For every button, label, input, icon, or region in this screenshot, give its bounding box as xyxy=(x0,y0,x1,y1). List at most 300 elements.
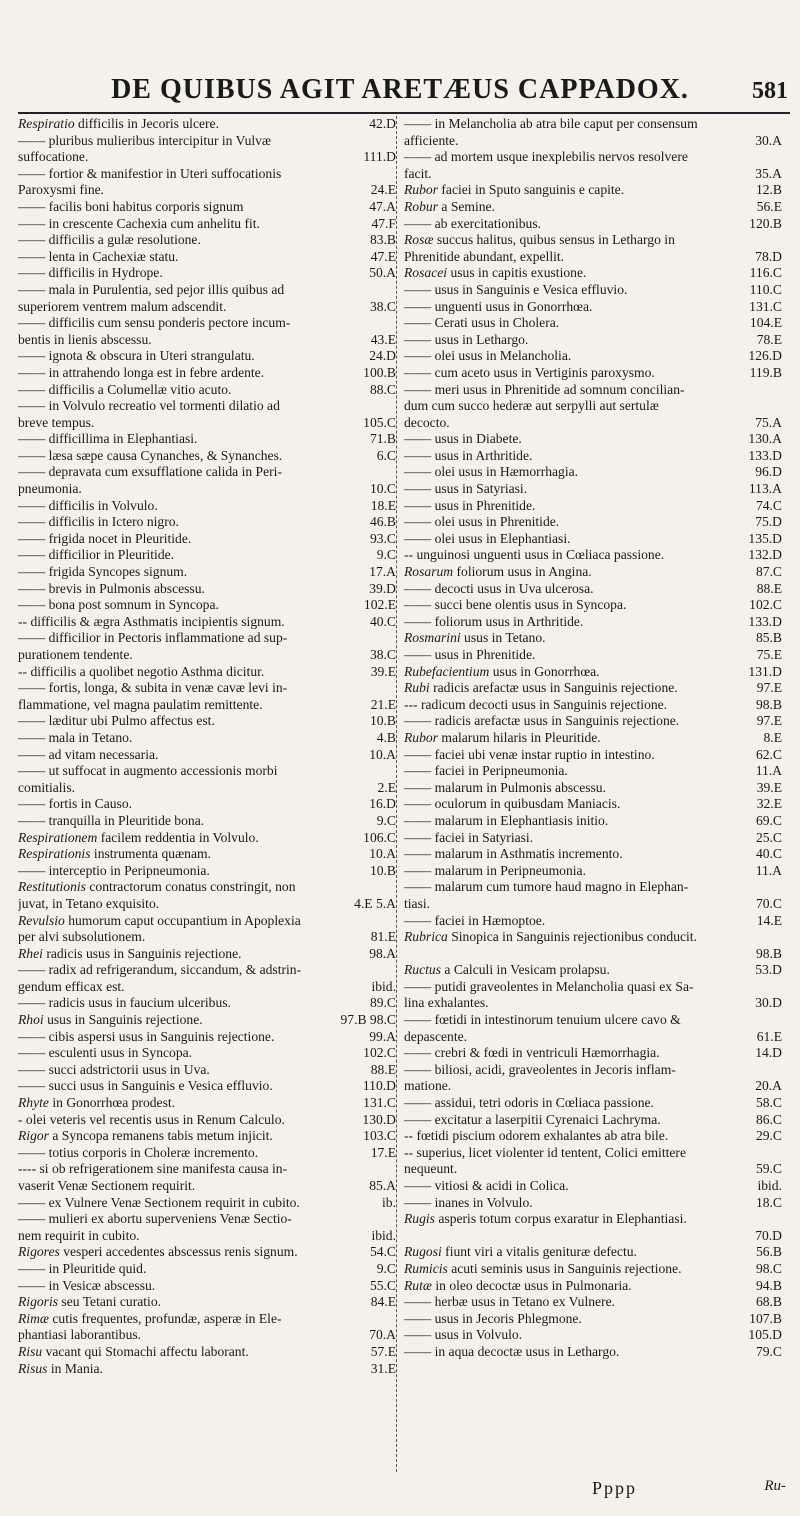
entry-text: Rigor a Syncopa remanens tabis metum injicit. xyxy=(18,1128,273,1144)
entry-text: --- radicum decocti usus in Sanguinis rejectione. xyxy=(404,696,668,712)
entry-text: —— difficilis a gulæ resolutione. xyxy=(18,232,201,248)
index-entry xyxy=(404,747,782,764)
index-entry xyxy=(18,365,396,382)
entry-text: —— faciei in Hæmoptoe. xyxy=(404,912,546,928)
entry-text: —— assidui, tetri odoris in Cœliaca passione. xyxy=(404,1095,654,1111)
index-entry xyxy=(404,514,782,531)
index-entry xyxy=(18,614,396,631)
entry-text: Rumicis acuti seminis usus in Sanguinis rejectione. xyxy=(404,1260,682,1276)
entry-reference: 11.A xyxy=(755,862,782,878)
entry-text: —— foliorum usus in Arthritide. xyxy=(404,613,584,629)
entry-text: Phrenitide abundant, expellit. xyxy=(404,248,565,264)
entry-reference: 97.E xyxy=(756,680,782,696)
index-entry xyxy=(404,1261,782,1278)
entry-reference: 40.C xyxy=(755,846,782,862)
entry-text: —— crebri & fœdi in ventriculi Hæmorrhagia. xyxy=(404,1045,660,1061)
index-entry xyxy=(18,962,396,979)
entry-reference xyxy=(779,1145,782,1162)
entry-reference: 98.C xyxy=(755,1260,782,1276)
entry-text xyxy=(404,1228,752,1245)
headword: Rosarum xyxy=(404,564,454,580)
headword: Ructus xyxy=(404,962,441,978)
entry-text: —— decocti usus in Uva ulcerosa. xyxy=(404,580,594,596)
entry-reference xyxy=(779,398,782,415)
entry-reference: 126.D xyxy=(748,348,782,364)
index-entry xyxy=(18,664,396,681)
headword: Robur xyxy=(404,198,438,214)
entry-text: —— usus in Satyriasi. xyxy=(404,481,528,497)
headword: Rhyte xyxy=(18,1095,49,1111)
entry-text: —— mala in Tetano. xyxy=(18,729,133,745)
entry-text: lina exhalantes. xyxy=(404,995,489,1011)
entry-text: —— vitiosi & acidi in Colica. xyxy=(404,1178,569,1193)
entry-reference: 59.C xyxy=(755,1161,782,1177)
entry-reference: 131.C xyxy=(749,298,782,314)
entry-text: —— olei usus in Elephantiasi. xyxy=(404,530,571,546)
entry-reference: 135.D xyxy=(748,530,782,546)
index-entry xyxy=(404,1128,782,1145)
entry-reference: 99.A xyxy=(369,1028,396,1044)
entry-reference: 2.E xyxy=(377,779,396,795)
index-entry xyxy=(18,481,396,498)
entry-text: —— usus in Phrenitide. xyxy=(404,497,536,513)
index-entry xyxy=(18,133,396,150)
entry-text: —— ignota & obscura in Uteri strangulatu. xyxy=(18,348,255,364)
entry-text: —— difficilis a Columellæ vitio acuto. xyxy=(18,381,232,397)
entry-text: -- difficilis a quolibet negotio Asthma dicitur. xyxy=(18,663,265,679)
entry-reference: 119.B xyxy=(749,364,782,380)
entry-reference: 17.E xyxy=(370,1144,396,1160)
index-entry xyxy=(404,614,782,631)
entry-text: Rosacei usus in capitis exustione. xyxy=(404,265,587,281)
entry-text: —— in Volvulo recreatio vel tormenti dilatio ad xyxy=(18,398,280,414)
index-entry xyxy=(18,1344,396,1361)
index-entry xyxy=(404,481,782,498)
entry-reference: 111.D xyxy=(363,149,396,165)
entry-text: —— usus in Sanguinis e Vesica effluvio. xyxy=(404,281,628,297)
entry-reference: 8.E xyxy=(763,729,782,745)
entry-text: comitialis. xyxy=(18,779,76,795)
entry-text: —— difficilis in Hydrope. xyxy=(18,265,163,281)
index-entry xyxy=(404,282,782,299)
index-entry xyxy=(18,1195,396,1212)
index-entry xyxy=(404,813,782,830)
entry-reference: 14.E xyxy=(756,912,782,928)
index-entry xyxy=(404,581,782,598)
index-entry xyxy=(404,597,782,614)
index-entry xyxy=(404,896,782,913)
entry-reference: 35.A xyxy=(755,165,782,181)
entry-reference: 75.A xyxy=(755,414,782,430)
entry-reference: 11.A xyxy=(755,763,782,779)
entry-reference: 75.E xyxy=(756,647,782,662)
entry-text: Robur a Semine. xyxy=(404,198,495,214)
index-entry xyxy=(404,1228,782,1245)
entry-reference: 10.C xyxy=(369,481,396,497)
entry-text: Risu vacant qui Stomachi affectu laborant. xyxy=(18,1343,249,1359)
entry-reference: 74.C xyxy=(755,497,782,513)
index-entry xyxy=(404,713,782,730)
entry-text: Rhoi usus in Sanguinis rejectione. xyxy=(18,1012,203,1028)
index-entry xyxy=(18,348,396,365)
entry-text: —— succi bene olentis usus in Syncopa. xyxy=(404,597,627,613)
entry-reference: 9.C xyxy=(376,1260,396,1276)
entry-text xyxy=(404,946,753,963)
page-number: 581 xyxy=(752,78,788,104)
index-entry xyxy=(18,913,396,930)
entry-reference: 61.E xyxy=(756,1028,782,1044)
headword: Rutæ xyxy=(404,1277,432,1293)
entry-text: Respiratio difficilis in Jecoris ulcere. xyxy=(18,116,219,131)
index-entry xyxy=(404,1161,782,1178)
page-footer xyxy=(0,1478,800,1508)
index-entry xyxy=(18,929,396,946)
entry-reference: 18.C xyxy=(755,1194,782,1210)
entry-reference: 116.C xyxy=(749,265,782,281)
entry-reference: 100.B xyxy=(363,364,396,380)
entry-text: decocto. xyxy=(404,414,450,430)
headword: Rhoi xyxy=(18,1012,44,1028)
entry-reference: 16.D xyxy=(369,796,396,812)
headword: Rigoris xyxy=(18,1294,59,1310)
entry-text: —— olei usus in Phrenitide. xyxy=(404,514,560,530)
index-entry xyxy=(18,1145,396,1162)
index-entry xyxy=(18,713,396,730)
index-entry xyxy=(18,1327,396,1344)
entry-text: —— mulieri ex abortu superveniens Venæ Sectio- xyxy=(18,1211,292,1227)
headword: Rosmarini xyxy=(404,630,461,646)
index-entry xyxy=(18,1128,396,1145)
index-entry xyxy=(18,680,396,697)
index-entry xyxy=(18,630,396,647)
index-entry xyxy=(404,199,782,216)
index-entry xyxy=(404,1045,782,1062)
entry-reference: 97.E xyxy=(756,713,782,729)
entry-reference: 56.E xyxy=(756,198,782,214)
entry-text: Revulsio humorum caput occupantium in Apoplexia xyxy=(18,912,301,928)
entry-text: afficiente. xyxy=(404,132,459,148)
entry-text: Paroxysmi fine. xyxy=(18,182,105,198)
index-entry xyxy=(404,365,782,382)
index-entry xyxy=(18,879,396,896)
entry-reference: 53.D xyxy=(755,962,782,978)
headword: Rigores xyxy=(18,1244,60,1260)
index-entry xyxy=(18,199,396,216)
index-entry xyxy=(404,680,782,697)
entry-reference xyxy=(779,1062,782,1079)
entry-reference: 62.C xyxy=(755,746,782,762)
entry-text: —— inanes in Volvulo. xyxy=(404,1194,533,1210)
entry-text: —— fœtidi in intestinorum tenuium ulcere cavo & xyxy=(404,1012,681,1028)
entry-text: breve tempus. xyxy=(18,414,95,430)
index-entry xyxy=(18,846,396,863)
entry-text: —— olei usus in Hæmorrhagia. xyxy=(404,464,579,480)
entry-text: -- fœtidi piscium odorem exhalantes ab atra bile. xyxy=(404,1128,669,1144)
index-entry xyxy=(404,398,782,415)
index-entry xyxy=(404,1012,782,1029)
entry-text: —— faciei ubi venæ instar ruptio in intestino. xyxy=(404,746,655,762)
index-entry xyxy=(18,232,396,249)
entry-reference: 38.C xyxy=(369,647,396,662)
entry-reference: 58.C xyxy=(755,1095,782,1111)
index-entry xyxy=(18,1045,396,1062)
entry-text: Rosmarini usus in Tetano. xyxy=(404,630,546,646)
entry-text: —— mala in Purulentia, sed pejor illis quibus ad xyxy=(18,281,285,297)
entry-text: flammatione, vel magna paulatim remittente. xyxy=(18,696,263,712)
entry-text: —— lenta in Cachexiæ statu. xyxy=(18,248,179,264)
index-entry xyxy=(18,1261,396,1278)
entry-text: —— tranquilla in Pleuritide bona. xyxy=(18,812,205,828)
headword: Risu xyxy=(18,1343,43,1359)
entry-reference: 9.C xyxy=(376,547,396,563)
index-entry xyxy=(404,1211,782,1228)
entry-reference: 85.A xyxy=(369,1178,396,1193)
entry-text: —— bona post somnum in Syncopa. xyxy=(18,597,219,613)
entry-text: —— in attrahendo longa est in febre ardente. xyxy=(18,364,265,380)
entry-reference: 93.C xyxy=(369,530,396,546)
index-entry xyxy=(404,348,782,365)
entry-text: Respirationis instrumenta quænam. xyxy=(18,846,211,862)
entry-reference: 12.B xyxy=(755,182,782,198)
index-entry xyxy=(18,282,396,299)
index-entry xyxy=(18,514,396,531)
entry-reference: 113.A xyxy=(748,481,782,497)
index-entry xyxy=(18,1095,396,1112)
entry-text: matione. xyxy=(404,1078,452,1094)
index-entry xyxy=(18,1012,396,1029)
entry-reference xyxy=(779,979,782,996)
entry-reference: ibid. xyxy=(757,1178,782,1193)
entry-reference: 20.A xyxy=(755,1078,782,1094)
entry-reference xyxy=(779,1211,782,1228)
index-entry xyxy=(404,1062,782,1079)
headword: Rosæ xyxy=(404,232,434,248)
entry-text: —— ex Vulnere Venæ Sectionem requirit in cubito. xyxy=(18,1194,300,1210)
entry-text: Rosæ succus halitus, quibus sensus in Lethargo in xyxy=(404,232,675,248)
headword: Rubor xyxy=(404,729,438,745)
left-column xyxy=(18,116,396,1377)
entry-text: —— fortior & manifestior in Uteri suffocationis xyxy=(18,165,282,181)
entry-reference: 56.B xyxy=(755,1244,782,1260)
entry-text: —— ad vitam necessaria. xyxy=(18,746,159,762)
entry-text: Rigoris seu Tetani curatio. xyxy=(18,1294,162,1310)
entry-text: —— meri usus in Phrenitide ad somnum concilian- xyxy=(404,381,685,397)
entry-reference: ib. xyxy=(382,1194,396,1210)
index-entry xyxy=(404,182,782,199)
headword: Respirationis xyxy=(18,846,91,862)
headword: Respiratio xyxy=(18,116,75,131)
index-entry xyxy=(18,431,396,448)
index-entry xyxy=(18,1062,396,1079)
entry-reference xyxy=(779,382,782,399)
index-entry xyxy=(404,830,782,847)
entry-text: —— unguenti usus in Gonorrhœa. xyxy=(404,298,593,314)
entry-reference: 57.E xyxy=(370,1343,396,1359)
entry-reference: 88.C xyxy=(369,381,396,397)
index-entry xyxy=(18,946,396,963)
entry-text: —— in Pleuritide quid. xyxy=(18,1260,147,1276)
entry-text: —— ad mortem usque inexplebilis nervos resolvere xyxy=(404,149,688,165)
entry-reference xyxy=(779,149,782,166)
entry-text: —— esculenti usus in Syncopa. xyxy=(18,1045,193,1061)
entry-reference: 110.D xyxy=(362,1078,396,1094)
entry-reference: 105.D xyxy=(748,1327,782,1343)
entry-reference: 133.D xyxy=(748,447,782,463)
index-entry xyxy=(404,149,782,166)
index-entry xyxy=(18,149,396,166)
index-entry xyxy=(18,780,396,797)
entry-text: Rutæ in oleo decoctæ usus in Pulmonaria. xyxy=(404,1277,632,1293)
entry-reference: 6.C xyxy=(376,447,396,463)
index-entry xyxy=(404,531,782,548)
headword: Rugis xyxy=(404,1211,435,1227)
entry-text: suffocatione. xyxy=(18,149,89,165)
entry-reference: 32.E xyxy=(756,796,782,812)
index-entry xyxy=(18,647,396,664)
entry-text: pneumonia. xyxy=(18,481,82,497)
index-entry xyxy=(18,265,396,282)
entry-reference: 70.D xyxy=(755,1227,782,1243)
entry-reference: 10.B xyxy=(369,862,396,878)
entry-text: —— difficilis in Volvulo. xyxy=(18,497,158,513)
index-entry xyxy=(404,846,782,863)
entry-reference: 83.B xyxy=(369,232,396,248)
index-entry xyxy=(18,896,396,913)
index-entry xyxy=(404,166,782,183)
entry-text: Rigores vesperi accedentes abscessus renis signum. xyxy=(18,1244,298,1260)
entry-reference: ibid. xyxy=(371,978,396,994)
entry-text: -- difficilis & ægra Asthmatis incipientis signum. xyxy=(18,613,285,629)
entry-text: nem requirit in cubito. xyxy=(18,1227,140,1243)
entry-text: Ructus a Calculi in Vesicam prolapsu. xyxy=(404,962,610,978)
entry-text: bentis in lienis abscessu. xyxy=(18,331,152,347)
headword: Rubefacientium xyxy=(404,663,490,679)
entry-text: —— malarum cum tumore haud magno in Elephan- xyxy=(404,879,689,895)
entry-text: —— usus in Jecoris Phlegmone. xyxy=(404,1310,582,1326)
entry-text: ---- si ob refrigerationem sine manifesta causa in- xyxy=(18,1161,288,1177)
entry-text: vaserit Venæ Sectionem requirit. xyxy=(18,1178,196,1193)
index-entry xyxy=(18,448,396,465)
entry-text: —— herbæ usus in Tetano ex Vulnere. xyxy=(404,1294,616,1310)
index-entry xyxy=(404,448,782,465)
entry-reference: 81.E xyxy=(370,929,396,945)
index-entry xyxy=(404,1078,782,1095)
entry-text: Respirationem facilem reddentia in Volvulo. xyxy=(18,829,259,845)
entry-text: —— difficilis cum sensu ponderis pectore incum- xyxy=(18,315,291,331)
entry-text: —— in aqua decoctæ usus in Lethargo. xyxy=(404,1343,620,1359)
entry-text: tiasi. xyxy=(404,895,431,911)
index-entry xyxy=(404,415,782,432)
entry-reference: 54.C xyxy=(369,1244,396,1260)
entry-reference: 88.E xyxy=(370,1061,396,1077)
entry-text: phantiasi laborantibus. xyxy=(18,1327,142,1343)
entry-reference: 86.C xyxy=(755,1111,782,1127)
entry-text: —— succi adstrictorii usus in Uva. xyxy=(18,1061,210,1077)
entry-text: —— radix ad refrigerandum, siccandum, & adstrin- xyxy=(18,962,302,978)
index-entry xyxy=(404,315,782,332)
index-entry xyxy=(404,1178,782,1195)
index-entry xyxy=(18,1078,396,1095)
entry-reference: 39.D xyxy=(369,580,396,596)
index-entry xyxy=(18,464,396,481)
entry-reference: 79.C xyxy=(755,1343,782,1359)
entry-reference: 131.C xyxy=(363,1095,396,1111)
index-entry xyxy=(18,763,396,780)
index-entry xyxy=(404,863,782,880)
index-entry xyxy=(404,946,782,963)
entry-reference: 131.D xyxy=(748,663,782,679)
entry-reference: 98.A xyxy=(369,945,396,961)
headword: Rugosi xyxy=(404,1244,442,1260)
index-entry xyxy=(18,116,396,133)
right-column xyxy=(404,116,782,1361)
index-entry xyxy=(404,564,782,581)
entry-reference: 70.C xyxy=(755,895,782,911)
entry-text: —— pluribus mulieribus intercipitur in Vulvæ xyxy=(18,132,272,148)
index-entry xyxy=(404,299,782,316)
entry-text: —— radicis usus in faucium ulceribus. xyxy=(18,995,231,1011)
entry-text: —— faciei in Peripneumonia. xyxy=(404,763,568,779)
entry-text: -- unguinosi unguenti usus in Cœliaca passione. xyxy=(404,547,665,563)
headword: Rhei xyxy=(18,945,43,961)
index-entry xyxy=(18,1278,396,1295)
entry-reference: 25.C xyxy=(755,829,782,845)
entry-text: —— ab exercitationibus. xyxy=(404,215,542,231)
index-entry xyxy=(404,962,782,979)
index-entry xyxy=(404,697,782,714)
entry-text: Risus in Mania. xyxy=(18,1360,103,1376)
entry-reference: 10.A xyxy=(369,846,396,862)
entry-text: —— frigida nocet in Pleuritide. xyxy=(18,530,192,546)
entry-text: juvat, in Tetano exquisito. xyxy=(18,895,160,911)
entry-reference: 75.D xyxy=(755,514,782,530)
headword: Rubi xyxy=(404,680,430,696)
index-entry xyxy=(404,879,782,896)
entry-text: —— cibis aspersi usus in Sanguinis rejectione. xyxy=(18,1028,275,1044)
entry-text: —— usus in Lethargo. xyxy=(404,331,529,347)
entry-reference: 85.B xyxy=(755,630,782,646)
index-entry xyxy=(18,813,396,830)
entry-reference: 98.B xyxy=(755,696,782,712)
entry-text: —— in crescente Cachexia cum anhelitu fit. xyxy=(18,215,260,231)
entry-reference: 4.B xyxy=(376,729,396,745)
index-entry xyxy=(18,863,396,880)
index-entry xyxy=(404,1145,782,1162)
entry-reference: 88.E xyxy=(756,580,782,596)
index-entry xyxy=(18,398,396,415)
index-entry xyxy=(404,249,782,266)
entry-text: - olei veteris vel recentis usus in Renum Calculo. xyxy=(18,1111,285,1127)
entry-reference: 29.C xyxy=(755,1128,782,1144)
index-entry xyxy=(18,1161,396,1178)
index-entry xyxy=(18,382,396,399)
entry-reference: 55.C xyxy=(369,1277,396,1293)
index-entry xyxy=(18,1294,396,1311)
entry-reference: 10.B xyxy=(369,713,396,729)
entry-reference: 97.B 98.C xyxy=(340,1012,396,1028)
entry-reference xyxy=(779,929,782,946)
signature-mark: Pppp xyxy=(592,1478,638,1498)
entry-reference: 71.B xyxy=(369,431,396,447)
index-entry xyxy=(404,216,782,233)
entry-text: —— interceptio in Peripneumonia. xyxy=(18,862,210,878)
index-entry xyxy=(18,299,396,316)
index-entry xyxy=(18,995,396,1012)
index-entry xyxy=(18,547,396,564)
entry-reference: 70.A xyxy=(369,1327,396,1343)
index-entry xyxy=(18,1228,396,1245)
index-entry xyxy=(404,630,782,647)
